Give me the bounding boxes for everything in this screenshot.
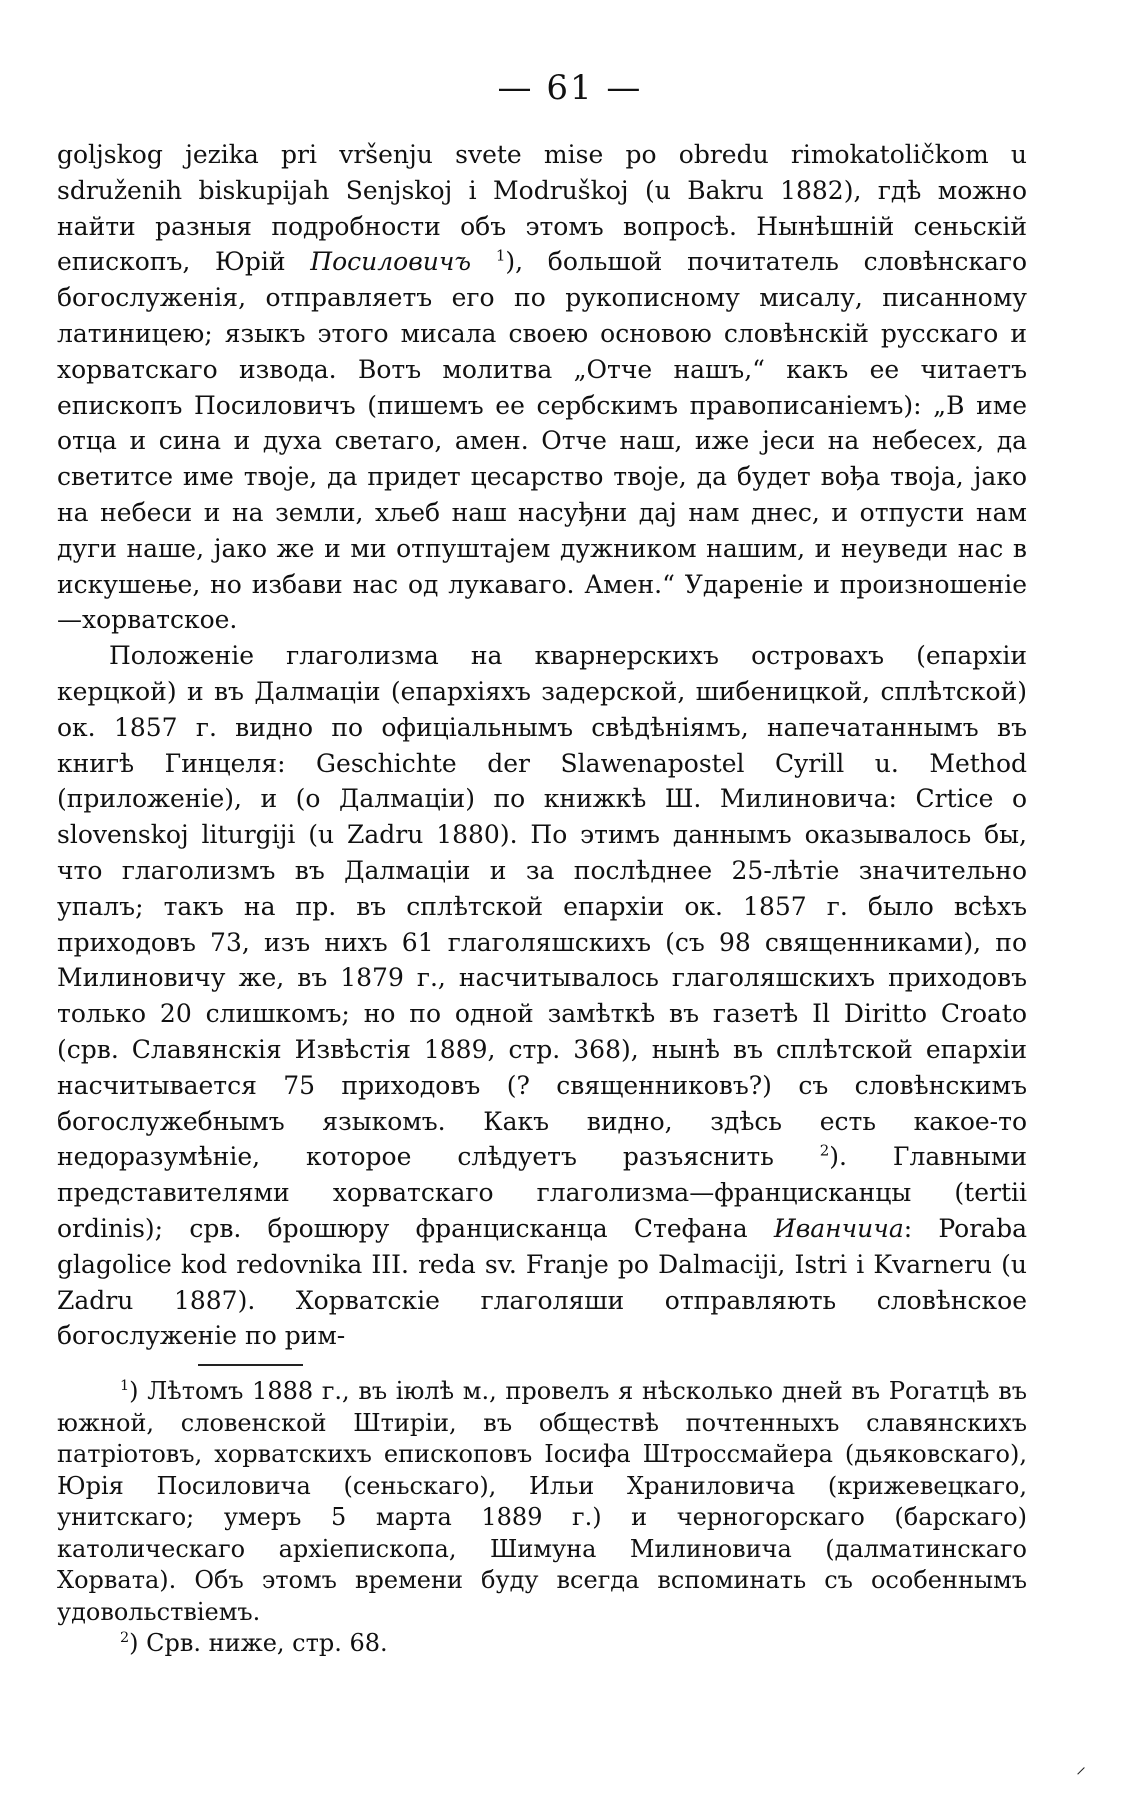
footnote-divider: [198, 1364, 303, 1366]
paragraph-1: goljskog jezika pri vršenju svete mise po obredu rimokatoličkom u sdruženih biskupijah Senjskoj i Modruškoj (u Bakru 1882), гдѣ можно найти разныя подробности объ этомъ вопросѣ. Нынѣшній сеньскій епископъ, Юрій Посиловичъ $^1$), большой почитатель словѣнскаго богослуженія, отправляетъ его по рукописному мисалу, писанному латиницею; языкъ этого мисала своею основою словѣнскій русскаго и хорватскаго извода. Вотъ молитва „Отче нашъ,“ какъ ее читаетъ епископъ Посиловичъ (пишемъ ее сербскимъ правописаніемъ): „В име отца и сина и духа светаго, амен. Отче наш, иже јеси на небесех, да светитсе име твоје, да придет цесарство твоје, да будет вођа твоја, јако на небеси и на земли, хљеб наш насуђни дај нам днес, и отпусти нам дуги наше, јако же и ми отпуштајем дужником нашим, и неуведи нас в искушење, но избави нас од лукаваго. Амен.“ Удареніе и произношеніе—хорватское.: [57, 140, 1027, 635]
author-name-posilovich: Посиловичъ: [310, 247, 472, 277]
footnote-mark-2: 2: [120, 1630, 130, 1646]
main-text: [57, 137, 1027, 1354]
author-name-ivanchich: Иванчича: [773, 1213, 904, 1243]
footnote-ref-1[interactable]: 1: [495, 247, 506, 266]
footnote-2: $^2$) Срв. ниже, стр. 68.: [120, 1629, 388, 1657]
footnote-ref-2[interactable]: 2: [819, 1141, 830, 1160]
scan-mark-icon: ⸝: [1076, 1754, 1086, 1778]
footnote-1: $^1$) Лѣтомъ 1888 г., въ іюлѣ м., провелъ я нѣсколько дней въ Рогатцѣ въ южной, словенской Штиріи, въ обществѣ почтенныхъ славянскихъ патріотовъ, хорватскихъ епископовъ Іосифа Штроссмайера (дьяковскаго), Юрія Посиловича (сеньскаго), Ильи Храниловича (крижевецкаго, унитскаго; умеръ 5 марта 1889 г.) и черногорскаго (барскаго) католическаго архіепископа, Шимуна Милиновича (далматинскаго Хорвата). Объ этомъ времени буду всегда вспоминать съ особеннымъ удовольствіемъ.: [57, 1377, 1027, 1626]
page-number: — 61 —: [497, 68, 643, 108]
footnote-mark-1: 1: [120, 1378, 130, 1394]
footnotes: [57, 1376, 1027, 1660]
paragraph-2: Положеніе глаголизма на кварнерскихъ островахъ (епархіи керцкой) и въ Далмаціи (епархіяхъ задерской, шибеницкой, сплѣтской) ок. 1857 г. видно по офиціальнымъ свѣдѣніямъ, напечатаннымъ въ книгѣ Гинцеля: Geschichte der Slawenapostel Cyrill u. Method (приложеніе), и (о Далмаціи) по книжкѣ Ш. Милиновича: Crtice o slovenskoj liturgiji (u Zadru 1880). По этимъ даннымъ оказывалось бы, что глаголизмъ въ Далмаціи и за послѣднее 25-лѣтіе значительно упалъ; такъ на пр. въ сплѣтской епархіи ок. 1857 г. было всѣхъ приходовъ 73, изъ нихъ 61 глаголяшскихъ (съ 98 священниками), по Милиновичу же, въ 1879 г., насчитывалось глаголяшскихъ приходовъ только 20 слишкомъ; но по одной замѣткѣ въ газетѣ Il Diritto Croato (срв. Славянскія Извѣстія 1889, стр. 368), нынѣ въ сплѣтской епархіи насчитывается 75 приходовъ (? священниковъ?) съ словѣнскимъ богослужебнымъ языкомъ. Какъ видно, здѣсь есть какое-то недоразумѣніе, которое слѣдуетъ разъяснить $^2$). Главными представителями хорватскаго глаголизма—францисканцы (tertii ordinis); срв. брошюру францисканца Стефана Иванчича: Poraba glagolice kod redovnika III. reda sv. Franje po Dalmaciji, Istri i Kvarneru (u Zadru 1887). Хорватскіе глаголяши отправляють словѣнское богослуженіе по рим-: [57, 641, 1027, 1351]
